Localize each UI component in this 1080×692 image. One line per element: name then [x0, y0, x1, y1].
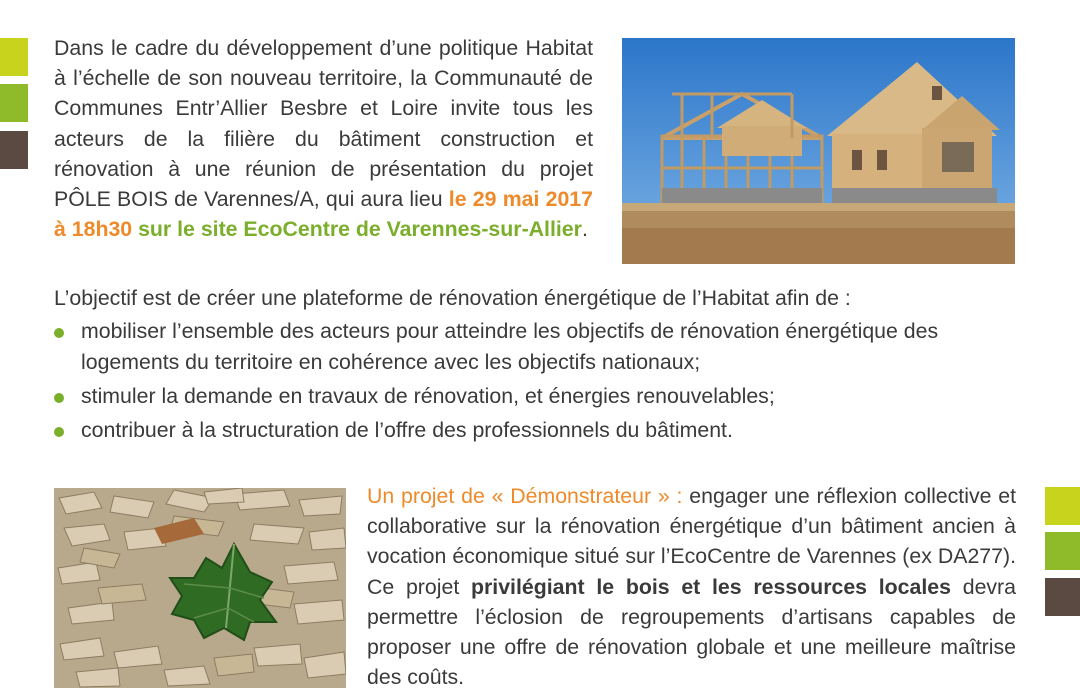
demonstrator-title: Un projet de « Démonstrateur » :: [367, 484, 683, 508]
intro-text: Dans le cadre du développement d’une politique Habitat à l’échelle de son nouveau territoire, la Communauté de Communes Entr’Allier Besbre et Loire invite tous les acteurs de la filière du bâtiment construction et rénovation à une réunion de présentation du projet PÔLE BOIS de Varennes/A, qui aura lieu: [54, 36, 593, 212]
brown-bar-left: [0, 131, 28, 169]
house-construction-photo: [622, 38, 1015, 264]
lime-bar-right: [1045, 487, 1080, 525]
demonstrator-paragraph: [367, 481, 1016, 692]
list-item-text: mobiliser l’ensemble des acteurs pour atteindre les objectifs de rénovation énergétique des logements du territoire en cohérence avec les objectifs nationaux;: [81, 319, 939, 374]
green-bar-left: [0, 84, 28, 122]
place-highlight: sur le site EcoCentre de Varennes-sur-Allier: [138, 217, 582, 242]
list-item-text: stimuler la demande en travaux de rénovation, et énergies renouvelables;: [81, 384, 775, 408]
list-item: [54, 381, 1016, 412]
objective-list: [54, 316, 1016, 449]
demonstrator-text-1: engager une réflexion collective et collaborative sur la rénovation énergétique d’un bâtiment ancien à vocation économique situé sur l’EcoCentre de Varennes (ex DA277). Ce projet: [367, 484, 1016, 599]
list-item-text: contribuer à la structuration de l’offre des professionnels du bâtiment.: [81, 418, 733, 442]
bullet-icon: [54, 427, 64, 437]
intro-paragraph: [54, 33, 593, 244]
bullet-icon: [54, 328, 64, 338]
list-item: [54, 415, 1016, 446]
demonstrator-text-2: devra permettre l’éclosion de regroupements d’artisans capables de proposer une offre de rénovation globale et une meilleure maîtrise des coûts.: [367, 574, 1016, 690]
intro-end: .: [581, 217, 588, 242]
demonstrator-bold: privilégiant le bois et les ressources locales: [470, 574, 951, 599]
brown-bar-right: [1045, 578, 1080, 616]
bullet-icon: [54, 393, 64, 403]
lime-bar-left: [0, 38, 28, 76]
green-bar-right: [1045, 532, 1080, 570]
objective-lead: L’objectif est de créer une plateforme de rénovation énergétique de l’Habitat afin de :: [54, 286, 851, 310]
list-item: [54, 316, 1016, 378]
date-highlight: le 29 mai 2017 à 18h30: [54, 187, 593, 242]
wood-chips-leaf-photo: [54, 488, 346, 688]
